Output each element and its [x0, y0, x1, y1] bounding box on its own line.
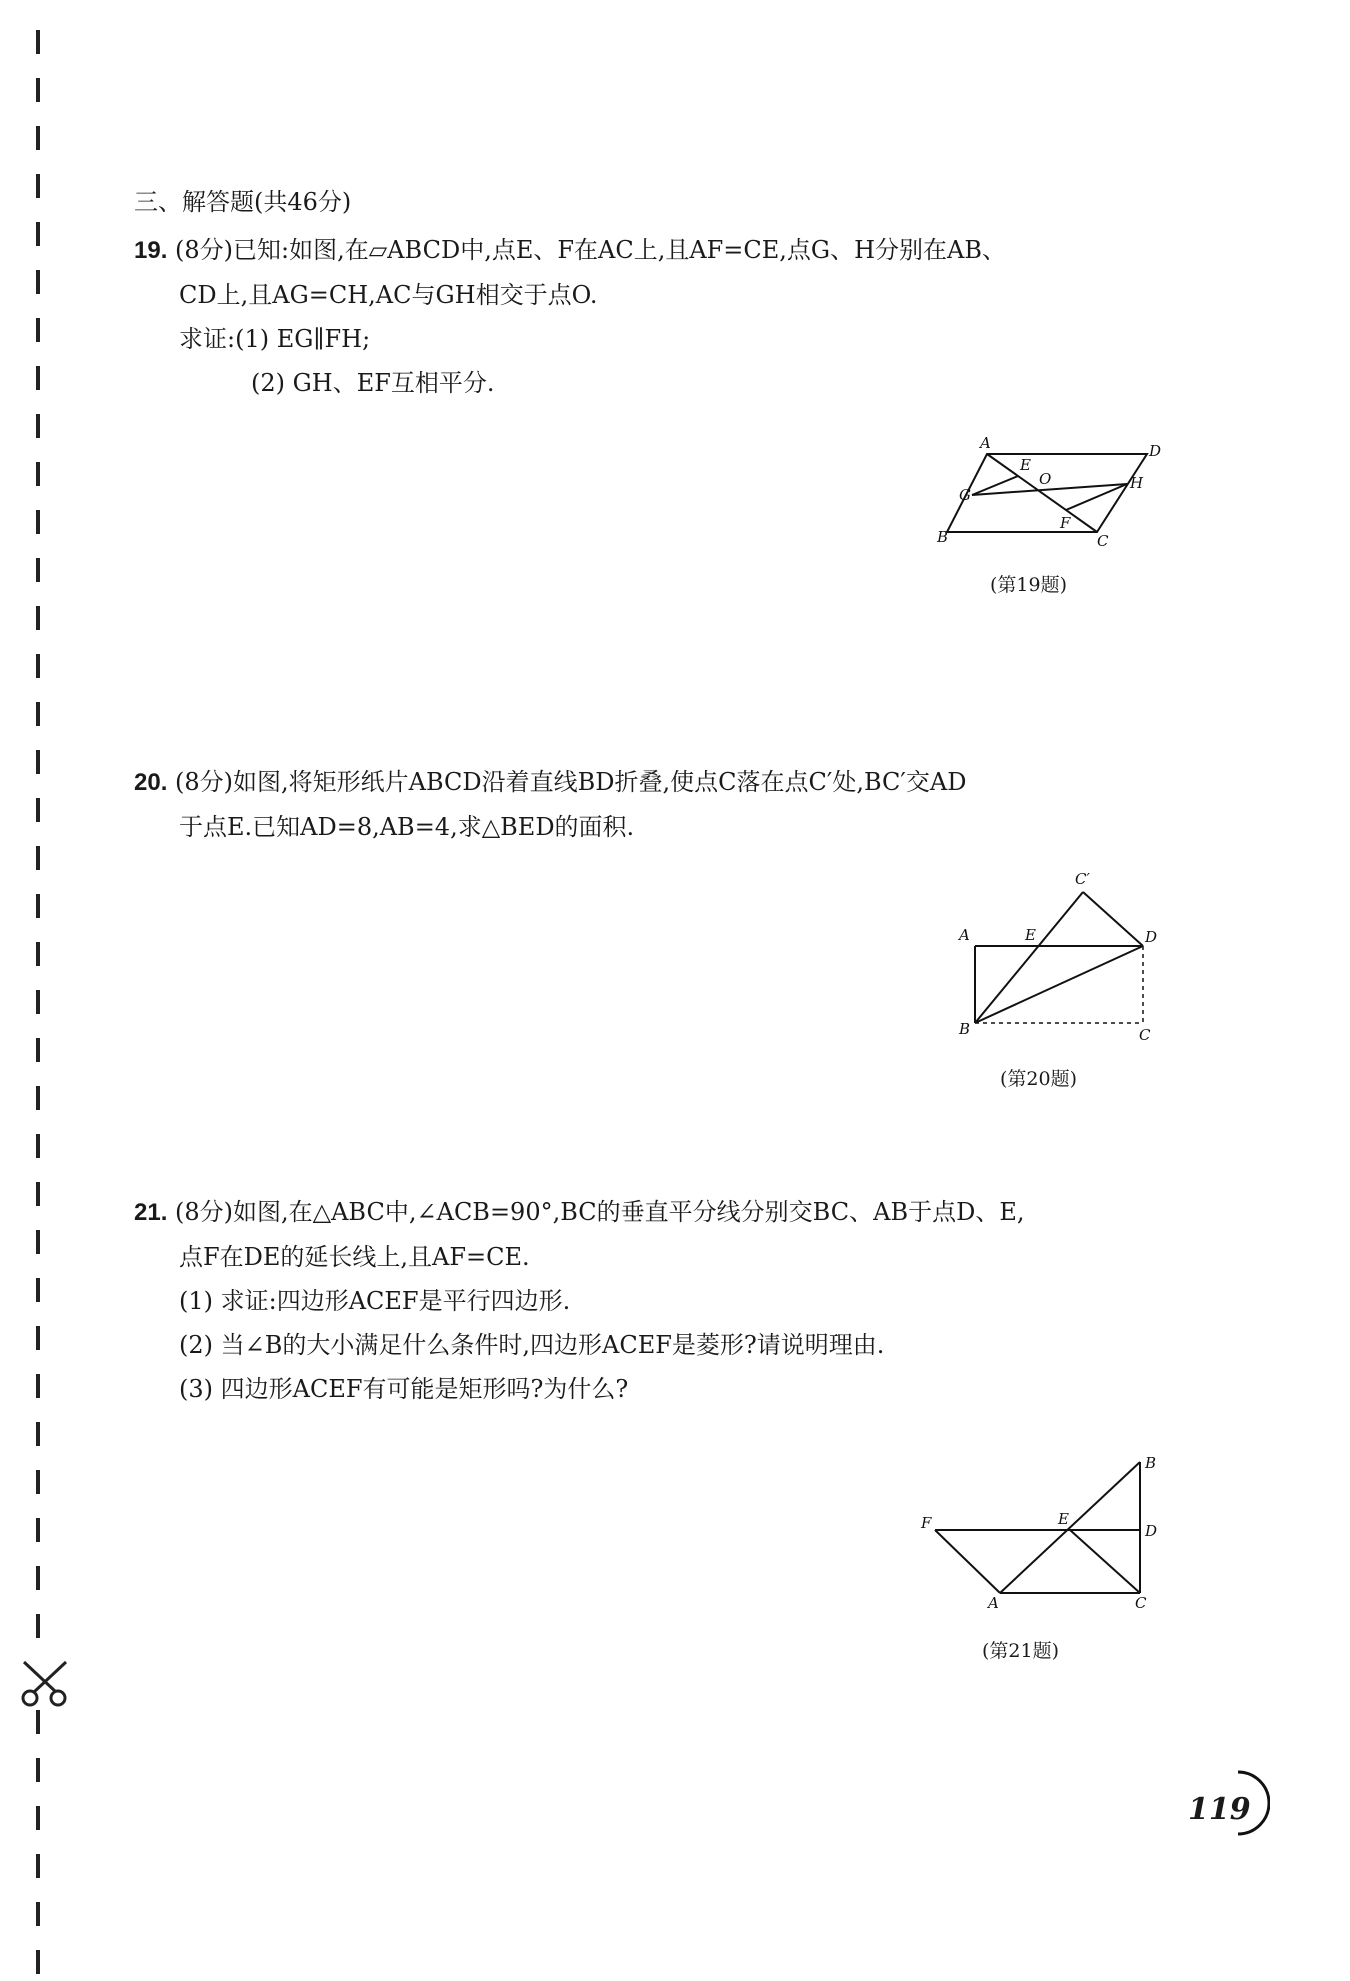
label-A: A	[980, 434, 991, 452]
section-title: 三、解答题(共46分)	[134, 188, 352, 216]
label-D: D	[1149, 442, 1162, 460]
label-E: E	[1058, 1510, 1069, 1528]
figure-20-caption: (第20题)	[1000, 1068, 1078, 1090]
label-D: D	[1145, 1522, 1158, 1540]
question-text: (3) 四边形ACEF有可能是矩形吗?为什么?	[179, 1375, 629, 1403]
question-text: (2) 当∠B的大小满足什么条件时,四边形ACEF是菱形?请说明理由.	[179, 1331, 885, 1359]
question-text: 点F在DE的延长线上,且AF=CE.	[179, 1243, 530, 1271]
figure-21	[915, 1448, 1175, 1618]
question-text: (2) GH、EF互相平分.	[251, 369, 495, 397]
label-A: A	[959, 926, 970, 944]
label-E: E	[1020, 456, 1031, 474]
question-20	[134, 760, 1194, 849]
label-F: F	[1060, 514, 1071, 532]
question-number: 21.	[134, 1199, 168, 1226]
label-O: O	[1039, 470, 1052, 488]
figure-19	[925, 432, 1175, 556]
label-B: B	[937, 528, 949, 546]
label-C: C	[1097, 532, 1109, 550]
label-C-prime: C′	[1075, 870, 1090, 888]
figure-19-caption: (第19题)	[990, 574, 1068, 596]
figure-20	[955, 870, 1175, 1050]
question-number: 20.	[134, 769, 168, 796]
question-number: 19.	[134, 237, 168, 264]
question-21	[134, 1190, 1194, 1411]
question-text: (8分)如图,将矩形纸片ABCD沿着直线BD折叠,使点C落在点C′处,BC′交AD	[175, 768, 967, 796]
label-B: B	[959, 1020, 971, 1038]
label-A: A	[988, 1594, 999, 1612]
label-G: G	[959, 486, 971, 504]
label-C: C	[1135, 1594, 1147, 1612]
question-text: CD上,且AG=CH,AC与GH相交于点O.	[179, 281, 598, 309]
question-19	[134, 228, 1194, 405]
page-number-arc	[1230, 1768, 1270, 1838]
question-text: 于点E.已知AD=8,AB=4,求△BED的面积.	[179, 813, 635, 841]
label-H: H	[1130, 474, 1144, 492]
scissors-icon	[16, 1656, 72, 1708]
question-text: 求证:(1) EG∥FH;	[179, 325, 371, 353]
page-number: 119	[1188, 1792, 1251, 1827]
question-text: (8分)已知:如图,在▱ABCD中,点E、F在AC上,且AF=CE,点G、H分别在AB、	[175, 236, 1007, 264]
label-E: E	[1025, 926, 1036, 944]
label-C: C	[1139, 1026, 1151, 1044]
question-text: (1) 求证:四边形ACEF是平行四边形.	[179, 1287, 571, 1315]
label-F: F	[921, 1514, 932, 1532]
label-D: D	[1145, 928, 1158, 946]
question-text: (8分)如图,在△ABC中,∠ACB=90°,BC的垂直平分线分别交BC、AB于点D、E,	[175, 1198, 1025, 1226]
label-B: B	[1145, 1454, 1157, 1472]
figure-21-caption: (第21题)	[982, 1640, 1060, 1662]
